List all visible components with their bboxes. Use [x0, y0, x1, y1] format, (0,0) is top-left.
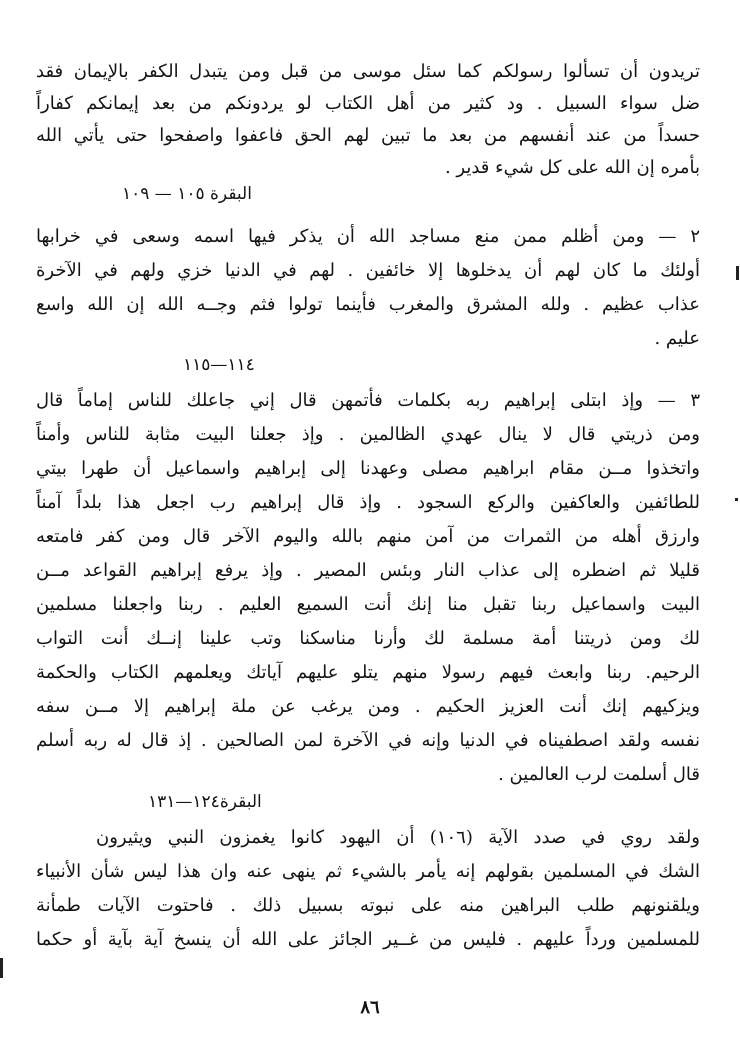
- verse-reference: ١١٤—١١٥: [183, 355, 255, 375]
- text-line: الشك في المسلمين بقولهم إنه يأمر بالشيء ثم ينهى عنه وان هذا ليس شأن الأنبياء: [36, 861, 700, 882]
- text-line: ويلقنونهم طلب البراهين منه على نبوته بسبيل ذلك . فاحتوت الآيات طمأنة: [36, 895, 700, 916]
- scan-speck: [736, 266, 739, 280]
- scan-speck: [0, 958, 3, 978]
- text-line: البيت واسماعيل ربنا تقبل منا إنك أنت السميع العليم . ربنا واجعلنا مسلمين: [36, 594, 700, 615]
- text-line: ومن ذريتي قال لا ينال عهدي الظالمين . وإذ جعلنا البيت مثابة للناس وأمناً: [36, 424, 700, 445]
- text-line: للطائفين والعاكفين والركع السجود . وإذ قال إبراهيم رب اجعل هذا بلداً آمناً: [36, 492, 700, 513]
- text-line: قليلا ثم اضطره إلى عذاب النار وبئس المصير . وإذ يرفع إبراهيم القواعد مــن: [36, 560, 700, 581]
- text-line: ضل سواء السبيل . ود كثير من أهل الكتاب لو يردونكم من بعد إيمانكم كفاراً: [36, 93, 700, 114]
- text-line: وارزق أهله من الثمرات من آمن منهم بالله واليوم الآخر قال ومن كفر فامتعه: [36, 526, 700, 547]
- text-line: قال أسلمت لرب العالمين .: [498, 764, 700, 785]
- text-line: عليم .: [654, 328, 700, 349]
- text-line: ولقد روي في صدد الآية (١٠٦) أن اليهود كانوا يغمزون النبي ويثيرون: [96, 827, 700, 848]
- text-line: الرحيم. ربنا وابعث فيهم رسولا منهم يتلو عليهم آياتك ويعلمهم الكتاب والحكمة: [36, 662, 700, 683]
- text-line: ٢ — ومن أظلم ممن منع مساجد الله أن يذكر فيها اسمه وسعى في خرابها: [36, 226, 700, 247]
- text-line: عذاب عظيم . ولله المشرق والمغرب فأينما تولوا فثم وجــه الله إن الله واسع: [36, 294, 700, 315]
- text-line: لك ومن ذريتنا أمة مسلمة لك وأرنا مناسكنا وتب علينا إنــك أنت التواب: [36, 628, 700, 649]
- verse-reference: البقرة١٢٤—١٣١: [148, 792, 262, 812]
- text-line: أولئك ما كان لهم أن يدخلوها إلا خائفين . لهم في الدنيا خزي ولهم في الآخرة: [36, 260, 700, 281]
- scan-speck: [735, 498, 738, 501]
- text-line: للمسلمين ورداً عليهم . فليس من غــير الجائز على الله أن ينسخ آية بآية أو حكما: [36, 929, 700, 950]
- text-line: بأمره إن الله على كل شيء قدير .: [444, 157, 700, 178]
- text-line: حسداً من عند أنفسهم من بعد ما تبين لهم الحق فاعفوا واصفحوا حتى يأتي الله: [36, 125, 700, 146]
- verse-reference: البقرة ١٠٥ — ١٠٩: [122, 184, 252, 204]
- text-line: نفسه ولقد اصطفيناه في الدنيا وإنه في الآخرة لمن الصالحين . إذ قال له ربه أسلم: [36, 730, 700, 751]
- text-line: تريدون أن تسألوا رسولكم كما سئل موسى من قبل ومن يتبدل الكفر بالإيمان فقد: [36, 61, 700, 82]
- text-line: واتخذوا مــن مقام ابراهيم مصلى وعهدنا إلى إبراهيم واسماعيل أن طهرا بيتي: [36, 458, 700, 479]
- page-number: ٨٦: [360, 997, 380, 1018]
- text-line: ويزكيهم إنك أنت العزيز الحكيم . ومن يرغب عن ملة إبراهيم إلا مــن سفه: [36, 696, 700, 717]
- text-line: ٣ — وإذ ابتلى إبراهيم ربه بكلمات فأتمهن قال إني جاعلك للناس إماماً قال: [36, 390, 700, 411]
